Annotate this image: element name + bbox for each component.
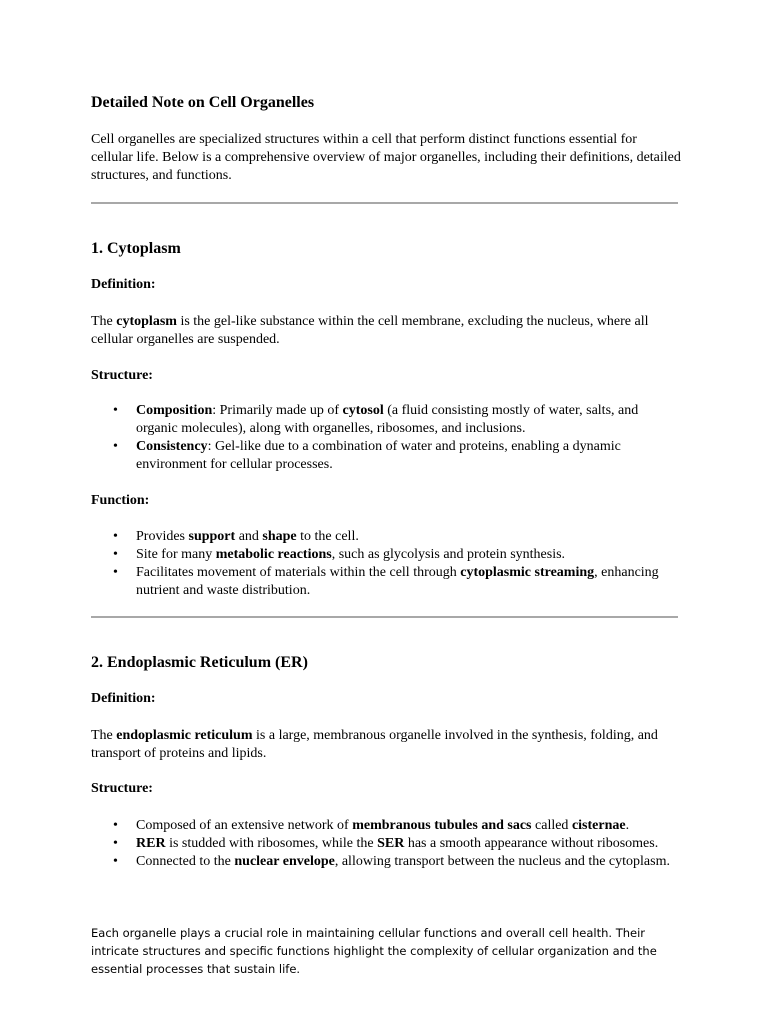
text-run: is a large, membranous organelle involved in the synthesis, folding, and transport of proteins and lipids. [91, 728, 658, 761]
cytoplasm-definition-block [91, 313, 681, 349]
bold-term: cytosol [342, 403, 384, 418]
bold-term: SER [377, 836, 405, 851]
section-divider [91, 616, 678, 618]
list-item [91, 402, 681, 438]
cytoplasm-function-label: Function: [91, 493, 150, 508]
bullet-icon: • [113, 565, 118, 580]
text-run: : Primarily made up of [212, 403, 343, 418]
text-run: , such as glycolysis and protein synthesis. [331, 547, 566, 562]
bullet-icon: • [113, 547, 118, 562]
bold-term: endoplasmic reticulum [116, 728, 253, 743]
bold-term: membranous tubules and sacs [352, 818, 532, 833]
text-run: to the cell. [296, 529, 359, 544]
text-run: is the gel-like substance within the cell membrane, excluding the nucleus, where all cellular organelles are suspended. [91, 314, 649, 347]
er-definition-label-block [91, 690, 691, 708]
cytoplasm-structure-label-block [91, 367, 691, 385]
bold-term: Consistency [136, 439, 208, 454]
text-run: Site for many [136, 547, 216, 562]
text-run: The [91, 314, 117, 329]
bold-term: cytoplasm [116, 314, 177, 329]
cytoplasm-function-label-block [91, 492, 691, 510]
document-title: Detailed Note on Cell Organelles [91, 94, 315, 111]
text-run: : Gel-like due to a combination of water and proteins, enabling a dynamic environment for cellular processes. [136, 439, 621, 472]
text-run: (a fluid consisting mostly of water, salts, and organic molecules), along with organelles, ribosomes, and inclusions. [136, 403, 639, 436]
er-structure-label: Structure: [91, 781, 153, 796]
er-heading: 2. Endoplasmic Reticulum (ER) [91, 654, 308, 671]
list-item [91, 564, 681, 600]
intro-block [91, 131, 681, 185]
cytoplasm-definition-label: Definition: [91, 277, 156, 292]
footer-block [91, 924, 681, 978]
bullet-icon: • [113, 818, 118, 833]
text-run: Provides [136, 529, 189, 544]
bullet-icon: • [113, 403, 118, 418]
bold-term: nuclear envelope [234, 854, 335, 869]
text-run: . [625, 818, 630, 833]
bullet-icon: • [113, 836, 118, 851]
list-item [91, 817, 681, 835]
cytoplasm-structure-list [91, 402, 681, 474]
list-item [91, 835, 681, 853]
bold-term: cytoplasmic streaming [460, 565, 595, 580]
bold-term: cisternae [571, 818, 626, 833]
er-structure-list-block [91, 817, 681, 871]
text-run: , allowing transport between the nucleus and the cytoplasm. [334, 854, 670, 869]
cytoplasm-definition-label-block [91, 276, 691, 294]
text-run: Facilitates movement of materials within the cell through [136, 565, 461, 580]
bullet-icon: • [113, 529, 118, 544]
cytoplasm-structure-list-block [91, 402, 681, 474]
er-structure-label-block [91, 780, 691, 798]
list-item [91, 853, 681, 871]
bold-term: shape [262, 529, 297, 544]
cytoplasm-function-list [91, 528, 681, 600]
er-structure-list [91, 817, 681, 871]
list-item [91, 528, 681, 546]
closing-paragraph: Each organelle plays a crucial role in maintaining cellular functions and overall cell health. Their intricate structures and specific functions highlight the complexity of cellular organization and the essential processes that sustain life. [91, 926, 657, 976]
text-run: The [91, 728, 117, 743]
cytoplasm-structure-label: Structure: [91, 368, 153, 383]
text-run: is studded with ribosomes, while the [165, 836, 378, 851]
er-heading-block [91, 653, 691, 673]
er-definition [91, 727, 681, 763]
bold-term: RER [136, 836, 166, 851]
text-run: , enhancing nutrient and waste distribution. [136, 565, 659, 598]
bullet-icon: • [113, 439, 118, 454]
cytoplasm-heading: 1. Cytoplasm [91, 240, 181, 257]
er-definition-block [91, 727, 681, 763]
bold-term: support [188, 529, 236, 544]
cytoplasm-heading-block [91, 239, 691, 259]
section-divider [91, 202, 678, 204]
bold-term: metabolic reactions [215, 547, 332, 562]
bullet-icon: • [113, 854, 118, 869]
text-run: Connected to the [136, 854, 235, 869]
text-run: and [235, 529, 263, 544]
text-run: has a smooth appearance without ribosomes. [404, 836, 659, 851]
bold-term: Composition [136, 403, 213, 418]
document-title-block [91, 93, 691, 113]
cytoplasm-function-list-block [91, 528, 681, 600]
text-run: called [531, 818, 572, 833]
er-definition-label: Definition: [91, 691, 156, 706]
cytoplasm-definition [91, 313, 681, 349]
text-run: Composed of an extensive network of [136, 818, 353, 833]
list-item [91, 438, 681, 474]
list-item [91, 546, 681, 564]
intro-paragraph: Cell organelles are specialized structures within a cell that perform distinct functions essential for cellular life. Below is a comprehensive overview of major organelles, including their definitions, detailed structures, and functions. [91, 132, 681, 183]
